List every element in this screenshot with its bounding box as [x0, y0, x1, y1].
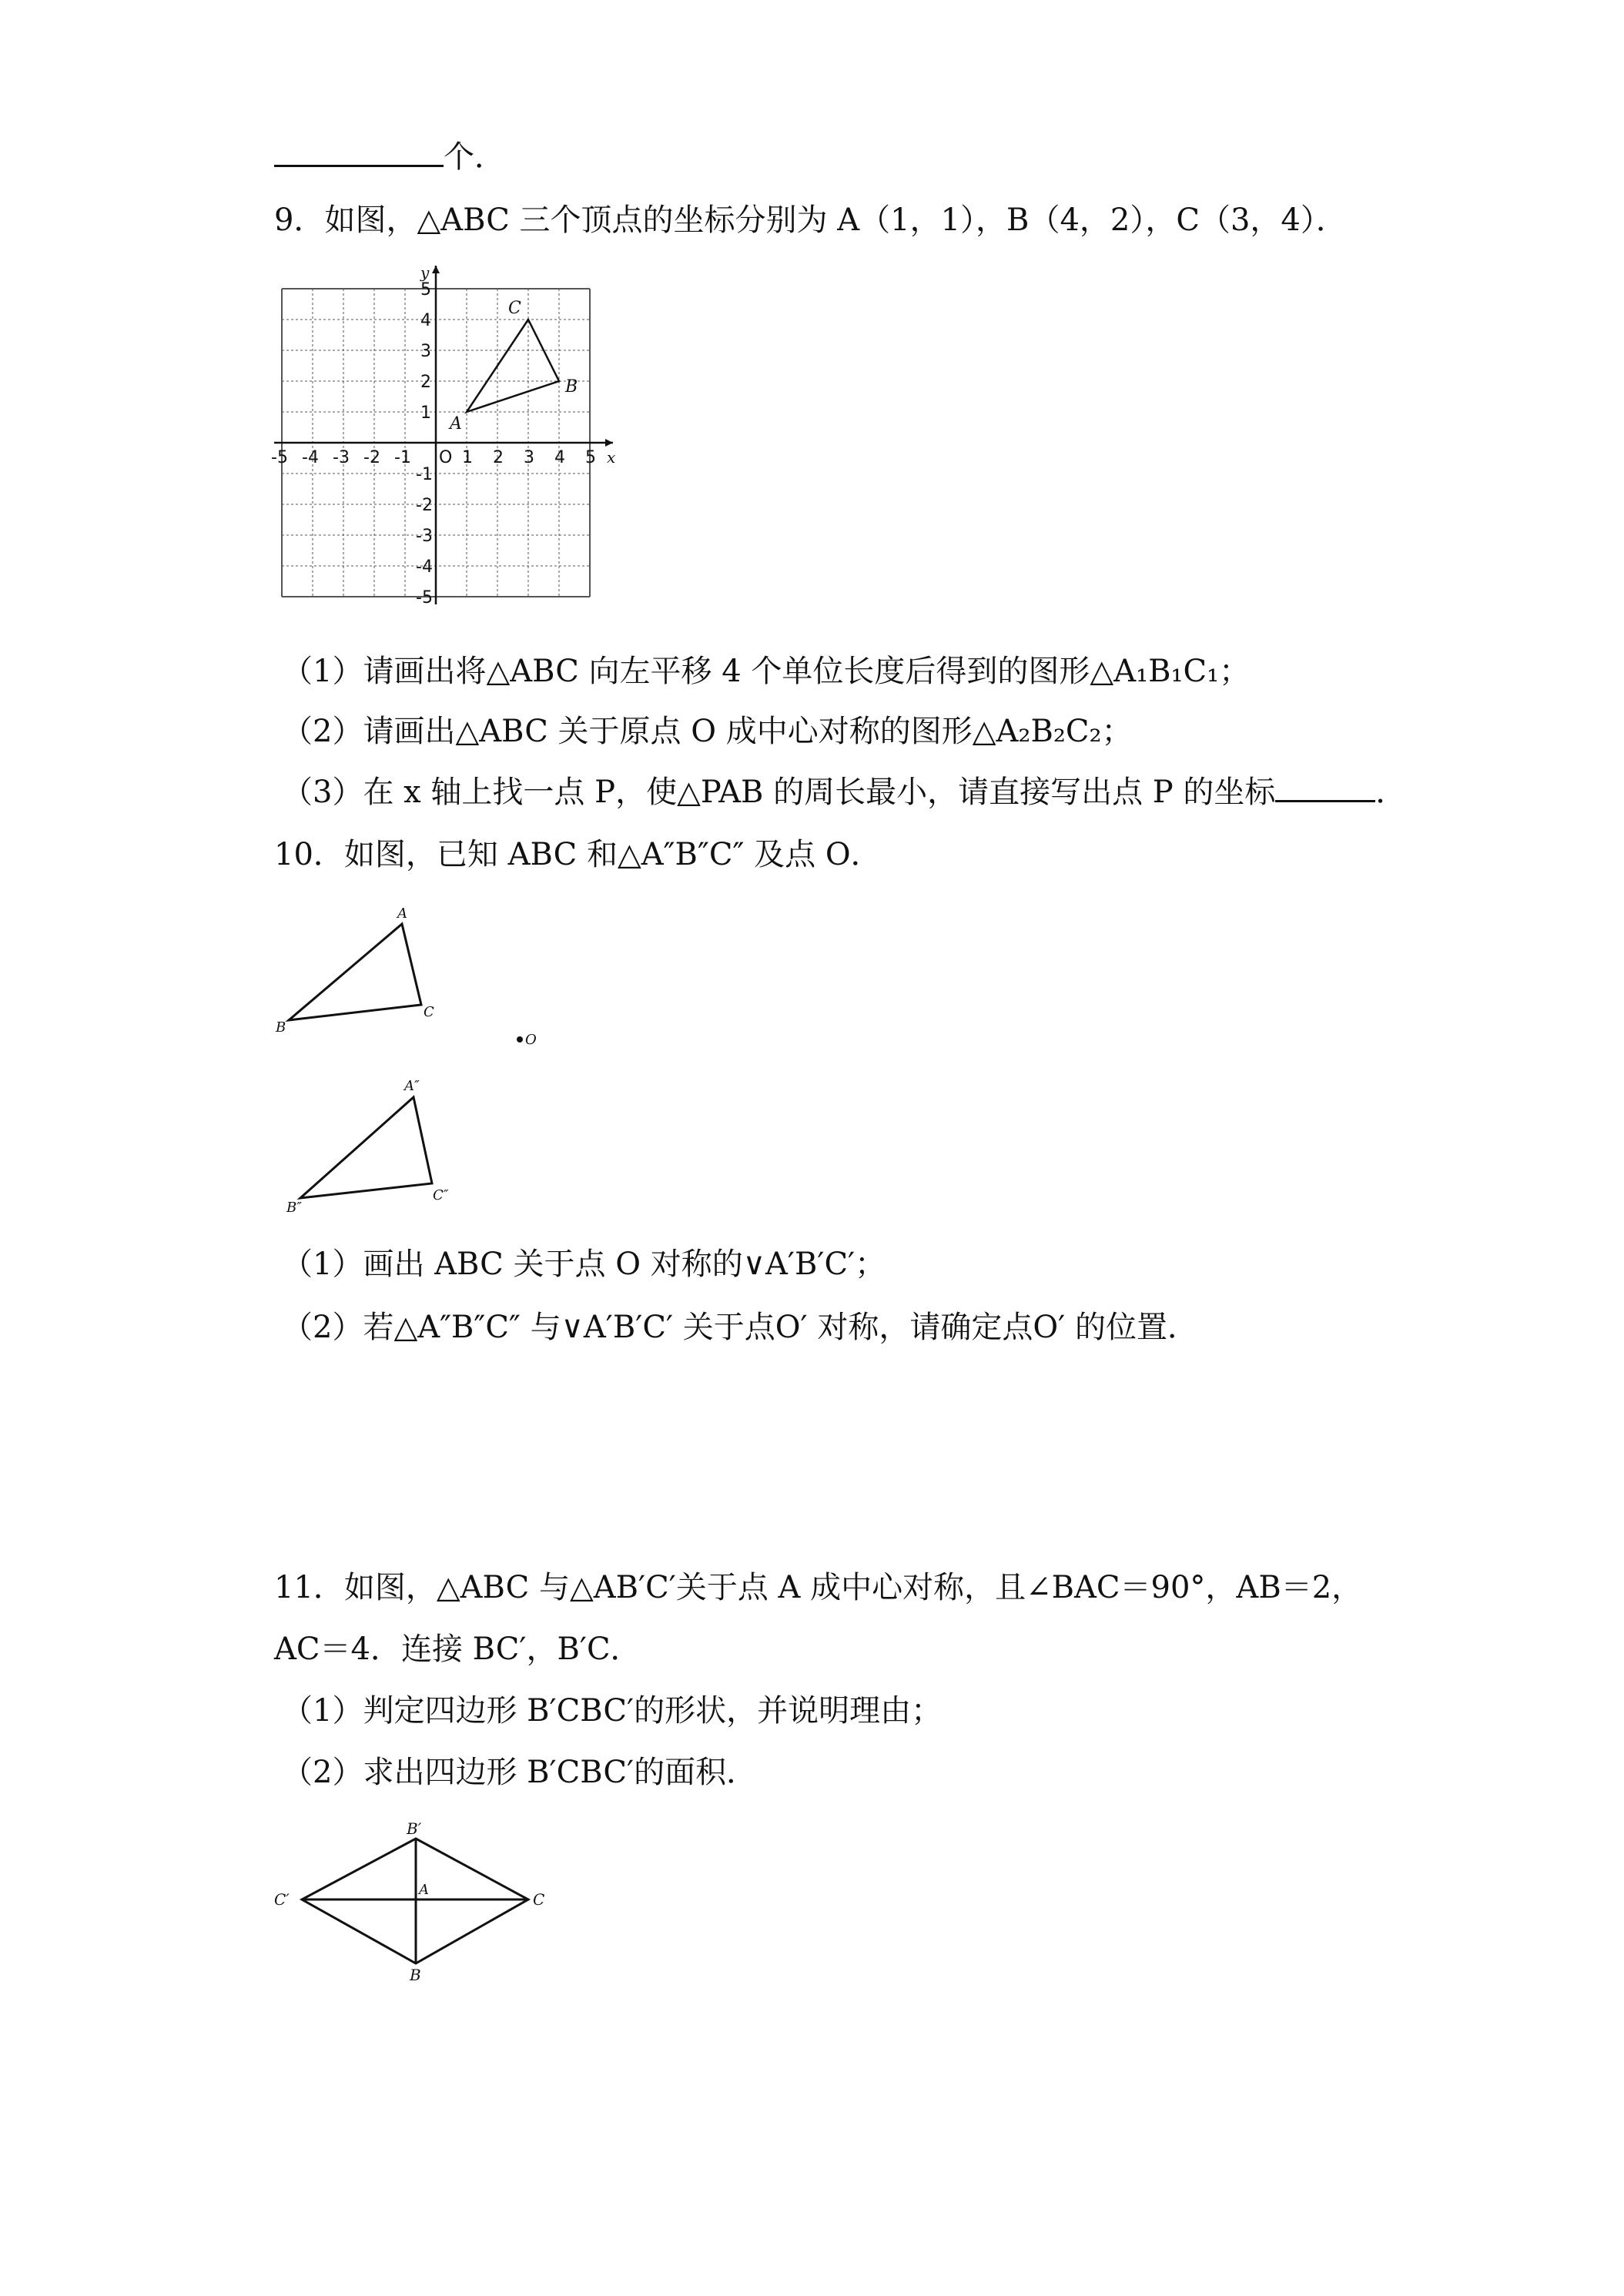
point-label-b: B: [565, 377, 578, 397]
y-tick-label: 5: [420, 280, 431, 300]
q9-stem: 9．如图，△ABC 三个顶点的坐标分别为 A（1，1），B（4，2），C（3，4）．: [274, 202, 1347, 238]
label-o: O: [525, 1032, 537, 1048]
label-b-prime: B′: [407, 1819, 422, 1838]
q10-stem: 10．如图，已知 ABC 和△A″B″C″ 及点 O．: [274, 837, 882, 872]
triangle-abc: [289, 924, 421, 1020]
y-tick-label: -2: [416, 496, 433, 515]
q9-sub3: （3）在 x 轴上找一点 P，使△PAB 的周长最小，请直接写出点 P 的坐标 ．: [282, 771, 1406, 814]
x-tick-label: -1: [394, 448, 411, 467]
triangle-a2b2c2: [300, 1097, 432, 1198]
q11-rhombus-figure: [270, 1817, 562, 1994]
y-tick-label: 1: [420, 403, 431, 423]
label-a: A: [397, 905, 407, 922]
q9-sub1: （1）请画出将△ABC 向左平移 4 个单位长度后得到的图形△A₁B₁C₁；: [282, 654, 1251, 689]
q8-tail: 个．: [274, 136, 505, 179]
label-a: A: [419, 1882, 429, 1898]
q9-coordinate-grid: [271, 263, 628, 608]
label-b: B: [410, 1966, 421, 1984]
label-b2: B″: [286, 1200, 302, 1216]
x-tick-label: 3: [524, 448, 534, 467]
label-b: B: [276, 1019, 286, 1036]
x-tick-label: -3: [333, 448, 350, 467]
y-tick-label: -5: [416, 588, 433, 607]
q11-sub2: （2）求出四边形 B′CBC′的面积．: [282, 1755, 758, 1790]
q11-stem-line1: 11．如图，△ABC 与△AB′C′关于点 A 成中心对称，且∠BAC＝90°，AB＝2，: [274, 1570, 1363, 1605]
x-tick-label: 1: [462, 448, 473, 467]
y-tick-label: -1: [416, 465, 433, 484]
x-tick-label: -2: [363, 448, 380, 467]
y-axis-label: y: [420, 263, 430, 282]
y-tick-label: 4: [420, 311, 431, 330]
x-tick-label: -5: [271, 448, 288, 467]
label-c-prime: C′: [274, 1890, 290, 1909]
y-tick-label: 3: [420, 342, 431, 361]
point-label-a: A: [450, 414, 462, 433]
answer-blank: [274, 137, 444, 167]
q11-sub1: （1）判定四边形 B′CBC′的形状，并说明理由；: [282, 1693, 943, 1729]
y-tick-label: -4: [416, 557, 433, 577]
label-a2: A″: [404, 1078, 420, 1094]
x-tick-label: 2: [493, 448, 504, 467]
label-c: C: [424, 1004, 434, 1020]
point-label-c: C: [508, 299, 521, 318]
label-c: C: [533, 1890, 545, 1909]
answer-blank: [1275, 772, 1375, 802]
y-tick-label: -3: [416, 527, 433, 546]
point-o: [517, 1036, 523, 1043]
y-tick-label: 2: [420, 373, 431, 392]
x-tick-label: 4: [554, 448, 565, 467]
q10-sub1: （1）画出 ABC 关于点 O 对称的∨A′B′C′；: [282, 1247, 886, 1282]
q11-stem-line2: AC＝4．连接 BC′，B′C．: [274, 1632, 641, 1667]
q9-sub2: （2）请画出△ABC 关于原点 O 成中心对称的图形△A₂B₂C₂；: [282, 714, 1133, 749]
q10-figure: [270, 901, 547, 1224]
y-axis-arrow: [432, 266, 440, 273]
label-c2: C″: [433, 1187, 449, 1203]
x-axis-arrow: [605, 439, 613, 447]
triangle-abc: [467, 320, 559, 412]
x-axis-label: x: [607, 448, 616, 467]
x-tick-label: 5: [585, 448, 596, 467]
x-tick-label: -4: [302, 448, 319, 467]
x-tick-label: O: [439, 448, 453, 467]
q10-sub2: （2）若△A″B″C″ 与∨A′B′C′ 关于点O′ 对称，请确定点O′ 的位置．: [282, 1310, 1198, 1345]
